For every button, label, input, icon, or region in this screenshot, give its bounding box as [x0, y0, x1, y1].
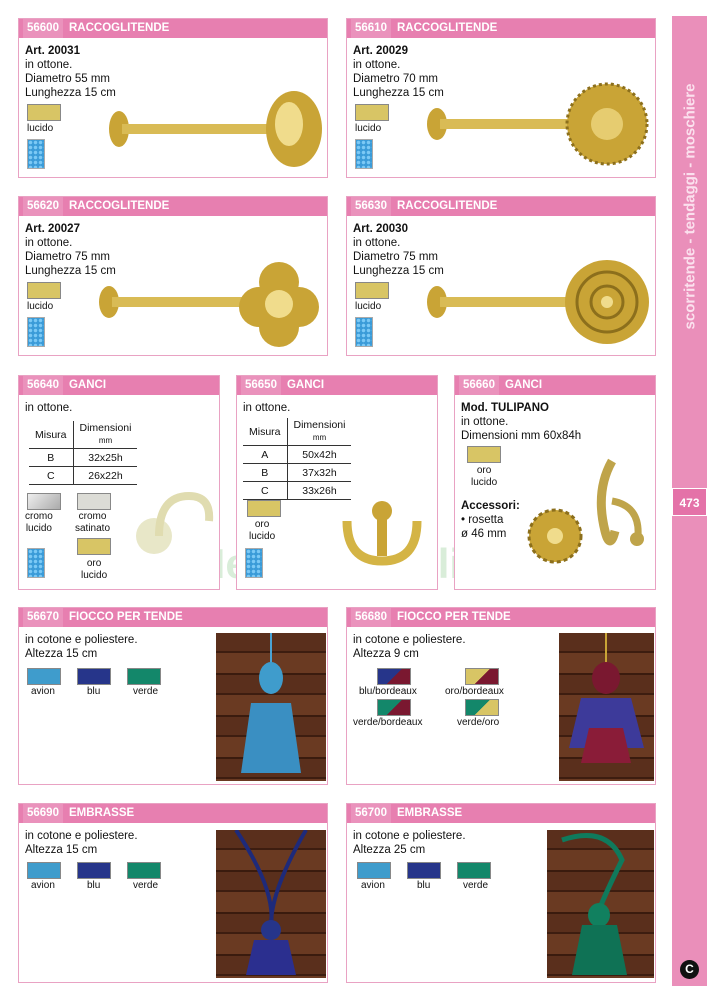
product-details: in cotone e poliestere. Altezza 25 cm	[353, 830, 466, 856]
card-header: 56620 RACCOGLITENDE	[19, 197, 327, 216]
pack-icon	[27, 317, 45, 347]
color-swatch-blu	[407, 862, 441, 879]
product-details: in cotone e poliestere. Altezza 15 cm	[25, 634, 138, 660]
finish-swatch	[355, 104, 389, 121]
embrasse-photo	[216, 830, 326, 978]
product-details: in ottone.	[243, 402, 291, 414]
color-label: verde/bordeaux	[353, 717, 423, 728]
color-swatch-verde	[457, 862, 491, 879]
product-details: in ottone.	[25, 402, 73, 414]
product-card-56640	[18, 375, 220, 590]
publisher-logo: C	[680, 960, 699, 979]
product-card-56620	[18, 196, 328, 356]
product-details: in cotone e poliestere. Altezza 15 cm	[25, 830, 138, 856]
color-label: blu	[87, 880, 101, 891]
dimension-table: Misura Dimensioni mm A 50x42h B 37x32h C 33x26h	[243, 418, 351, 500]
color-swatch-avion	[27, 668, 61, 685]
product-details: in cotone e poliestere. Altezza 9 cm	[353, 634, 466, 660]
pack-icon	[245, 548, 263, 578]
card-header: 56690 EMBRASSE	[19, 804, 327, 823]
pack-icon	[27, 139, 45, 169]
product-card-56600	[18, 18, 328, 178]
finish-swatch-chrome-satin	[77, 493, 111, 510]
color-swatch-oro-bordeaux	[465, 668, 499, 685]
product-card-56610	[346, 18, 656, 178]
tassel-photo	[216, 633, 326, 781]
finish-swatch	[467, 446, 501, 463]
product-card-56650	[236, 375, 438, 590]
product-details: Art. 20029 in ottone. Diametro 70 mm Lunghezza 15 cm	[353, 45, 444, 99]
product-details: Art. 20030 in ottone. Diametro 75 mm Lunghezza 15 cm	[353, 223, 444, 277]
color-label: blu/bordeaux	[359, 686, 417, 697]
pack-icon	[355, 317, 373, 347]
card-header: 56650 GANCI	[237, 376, 437, 395]
tieback-image	[94, 252, 324, 352]
finish-label: oro lucido	[471, 465, 498, 488]
hook-image	[129, 481, 219, 576]
card-header: 56680 FIOCCO PER TENDE	[347, 608, 655, 627]
color-label: verde	[463, 880, 489, 891]
product-details: Mod. TULIPANO in ottone. Dimensioni mm 60x84h	[461, 402, 582, 442]
product-card-56690	[18, 803, 328, 983]
card-header: 56670 FIOCCO PER TENDE	[19, 608, 327, 627]
card-header: 56660 GANCI	[455, 376, 655, 395]
finish-swatch	[27, 282, 61, 299]
finish-swatch	[27, 104, 61, 121]
card-header: 56600 RACCOGLITENDE	[19, 19, 327, 38]
tieback-image	[104, 84, 329, 174]
color-swatch-avion	[357, 862, 391, 879]
color-label: verde	[133, 880, 159, 891]
dimension-table: Misura Dimensioni mm B 32x25h C 26x22h	[29, 421, 137, 485]
embrasse-photo	[547, 830, 654, 978]
card-header: 56700 EMBRASSE	[347, 804, 655, 823]
color-label: avion	[31, 880, 55, 891]
product-details: Art. 20031 in ottone. Diametro 55 mm Lunghezza 15 cm	[25, 45, 116, 99]
color-label: avion	[361, 880, 385, 891]
color-swatch-blu-bordeaux	[377, 668, 411, 685]
tieback-image	[422, 74, 652, 174]
finish-label: lucido	[355, 301, 382, 312]
page-number: 473	[672, 488, 707, 516]
color-label: blu	[417, 880, 431, 891]
finish-label: cromo lucido	[25, 511, 53, 534]
color-label: avion	[31, 686, 55, 697]
color-label: oro/bordeaux	[445, 686, 504, 697]
color-swatch-blu	[77, 668, 111, 685]
pack-icon	[27, 548, 45, 578]
product-card-56660	[454, 375, 656, 590]
color-swatch-blu	[77, 862, 111, 879]
finish-label: lucido	[27, 123, 54, 134]
color-label: verde	[133, 686, 159, 697]
finish-swatch	[247, 500, 281, 517]
finish-swatch	[355, 282, 389, 299]
color-swatch-verde-bordeaux	[377, 699, 411, 716]
hook-image	[337, 491, 432, 581]
finish-label: oro lucido	[81, 558, 108, 581]
card-header: 56610 RACCOGLITENDE	[347, 19, 655, 38]
color-swatch-verde	[127, 862, 161, 879]
finish-label: lucido	[27, 301, 54, 312]
color-label: verde/oro	[457, 717, 500, 728]
color-label: blu	[87, 686, 101, 697]
product-details: Art. 20027 in ottone. Diametro 75 mm Lunghezza 15 cm	[25, 223, 116, 277]
product-card-56680	[346, 607, 656, 785]
rosette-image	[527, 506, 587, 566]
color-swatch-verde	[127, 668, 161, 685]
tulip-hook-image	[590, 451, 650, 561]
card-header: 56630 RACCOGLITENDE	[347, 197, 655, 216]
card-header: 56640 GANCI	[19, 376, 219, 395]
product-card-56700	[346, 803, 656, 983]
finish-label: lucido	[355, 123, 382, 134]
finish-label: cromo satinato	[75, 511, 111, 534]
side-vertical-title: scorritende - tendaggi - moschiere	[681, 83, 699, 329]
product-card-56670	[18, 607, 328, 785]
tassel-photo	[559, 633, 654, 781]
product-card-56630	[346, 196, 656, 356]
accessories-info: Accessori: • rosetta ø 46 mm	[461, 500, 520, 540]
finish-swatch-chrome-polished	[27, 493, 61, 510]
color-swatch-avion	[27, 862, 61, 879]
tieback-image	[422, 252, 652, 352]
color-swatch-verde-oro	[465, 699, 499, 716]
finish-label: oro lucido	[249, 519, 276, 542]
pack-icon	[355, 139, 373, 169]
finish-swatch-gold	[77, 538, 111, 555]
